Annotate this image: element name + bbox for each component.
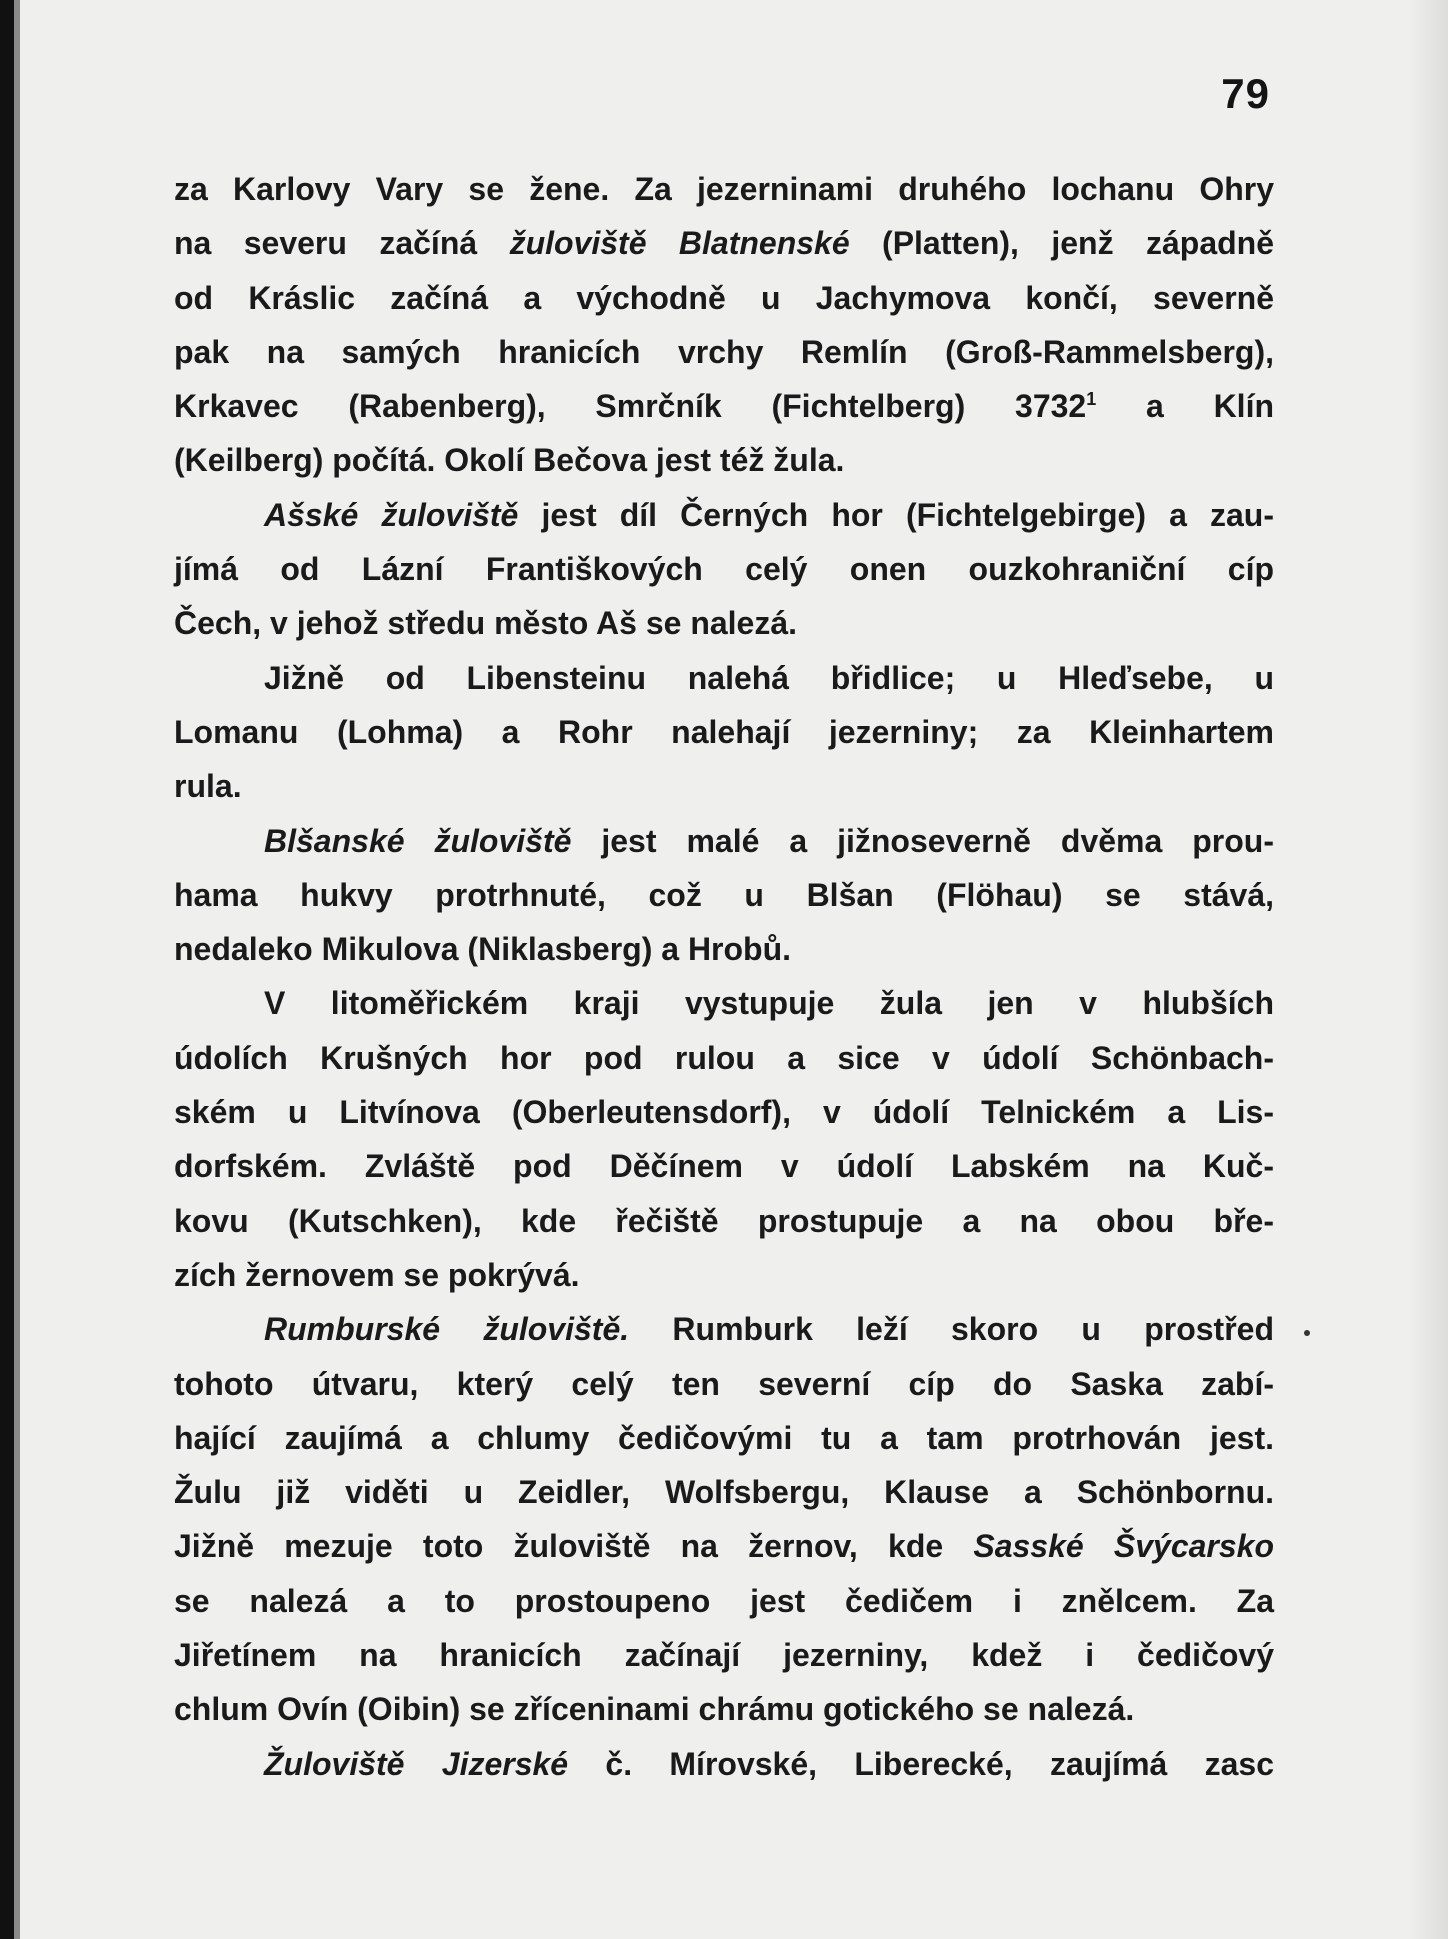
text-run: chlum Ovín (Oibin) se zříceninami chrámu gotického se nalezá. — [174, 1691, 1135, 1728]
text-line — [174, 542, 1274, 596]
text-line — [174, 814, 1274, 868]
text-line — [174, 1357, 1274, 1411]
text-line — [174, 271, 1274, 325]
text-line — [174, 162, 1274, 216]
text-run: nedaleko Mikulova (Niklasberg) a Hrobů. — [174, 931, 792, 968]
text-run: zích žernovem se pokrývá. — [174, 1256, 580, 1293]
text-run: (Keilberg) počítá. Okolí Bečova jest též žula. — [174, 442, 845, 479]
text-run: Jižně od Libensteinu nalehá břidlice; u Hleďsebe, u — [264, 659, 1274, 696]
text-run: dorfském. Zvláště pod Děčínem v údolí Labském na Kuč- — [174, 1148, 1274, 1185]
text-run: hající zaujímá a chlumy čedičovými tu a tam protrhován jest. — [174, 1419, 1274, 1456]
text-line — [174, 1085, 1274, 1139]
page-edge — [14, 0, 20, 1939]
text-line — [174, 976, 1274, 1030]
text-line — [174, 488, 1274, 542]
text-run: tohoto útvaru, který celý ten severní cíp do Saska zabí- — [174, 1365, 1274, 1402]
text-run: jest díl Černých hor (Fichtelgebirge) a zau- — [518, 496, 1275, 533]
italic-term: Sasské Švýcarsko — [973, 1528, 1275, 1565]
text-run: pak na samých hranicích vrchy Remlín (Groß-Rammelsberg), — [174, 333, 1274, 370]
print-speck — [1304, 1330, 1310, 1336]
text-line — [174, 1574, 1274, 1628]
text-run: rula. — [174, 768, 242, 805]
text-run: ském u Litvínova (Oberleutensdorf), v údolí Telnickém a Lis- — [174, 1094, 1274, 1131]
text-line — [174, 868, 1274, 922]
italic-term: žuloviště Blatnenské — [509, 225, 850, 262]
text-run: Lomanu (Lohma) a Rohr nalehají jezerniny; za Kleinhartem — [174, 713, 1274, 750]
text-line — [174, 705, 1274, 759]
body-text — [174, 162, 1274, 1791]
text-line — [174, 379, 1274, 433]
text-run: Jiřetínem na hranicích začínají jezerniny, kdež i čedičový — [174, 1637, 1274, 1674]
superscript-mark: 1 — [1086, 389, 1097, 410]
book-page — [14, 0, 1448, 1939]
text-line — [174, 759, 1274, 813]
text-line — [174, 1628, 1274, 1682]
text-run: č. Mírovské, Liberecké, zaujímá zasc — [568, 1745, 1275, 1782]
text-run: kovu (Kutschken), kde řečiště prostupuje a na obou bře- — [174, 1202, 1274, 1239]
italic-term: Ašské žuloviště — [264, 496, 519, 533]
text-line — [174, 1248, 1274, 1302]
text-line — [174, 1737, 1274, 1791]
text-run: údolích Krušných hor pod rulou a sice v údolí Schönbach- — [174, 1039, 1274, 1076]
italic-term: Žuloviště Jizerské — [264, 1745, 569, 1782]
italic-term: Blšanské žuloviště — [264, 822, 572, 859]
text-line — [174, 1194, 1274, 1248]
text-run: a Klín — [1096, 388, 1275, 425]
text-run: se nalezá a to prostoupeno jest čedičem i znělcem. Za — [174, 1582, 1274, 1619]
text-line — [174, 922, 1274, 976]
text-run: V litoměřickém kraji vystupuje žula jen v hlubších — [264, 985, 1274, 1022]
text-line — [174, 433, 1274, 487]
text-run: Jižně mezuje toto žuloviště na žernov, kde — [174, 1528, 974, 1565]
text-run: Čech, v jehož středu město Aš se nalezá. — [174, 605, 798, 642]
text-line — [174, 1682, 1274, 1736]
text-line — [174, 596, 1274, 650]
text-run: (Platten), jenž západně — [849, 225, 1275, 262]
text-run: Žulu již viděti u Zeidler, Wolfsbergu, Klause a Schönbornu. — [174, 1474, 1274, 1511]
text-line — [174, 1139, 1274, 1193]
text-line — [174, 216, 1274, 270]
text-run: hama hukvy protrhnuté, což u Blšan (Flöhau) se stává, — [174, 876, 1274, 913]
text-run: jímá od Lázní Františkových celý onen ouzkohraniční cíp — [174, 551, 1274, 588]
text-line — [174, 1031, 1274, 1085]
page-shadow — [1408, 0, 1448, 1939]
text-line — [174, 1519, 1274, 1573]
italic-term: Rumburské žuloviště. — [264, 1311, 630, 1348]
text-line — [174, 325, 1274, 379]
text-run: za Karlovy Vary se žene. Za jezerninami druhého lochanu Ohry — [174, 171, 1274, 207]
text-line — [174, 1465, 1274, 1519]
page-number: 79 — [1221, 70, 1270, 117]
text-line — [174, 1411, 1274, 1465]
text-run: Rumburk leží skoro u prostřed — [629, 1311, 1275, 1348]
text-line — [174, 1302, 1274, 1356]
text-run: Krkavec (Rabenberg), Smrčník (Fichtelberg) 3732 — [174, 388, 1087, 425]
text-run: na severu začíná — [174, 225, 510, 262]
text-run: jest malé a jižnoseverně dvěma prou- — [571, 822, 1274, 859]
text-run: od Kráslic začíná a východně u Jachymova končí, severně — [174, 279, 1274, 316]
text-line — [174, 651, 1274, 705]
